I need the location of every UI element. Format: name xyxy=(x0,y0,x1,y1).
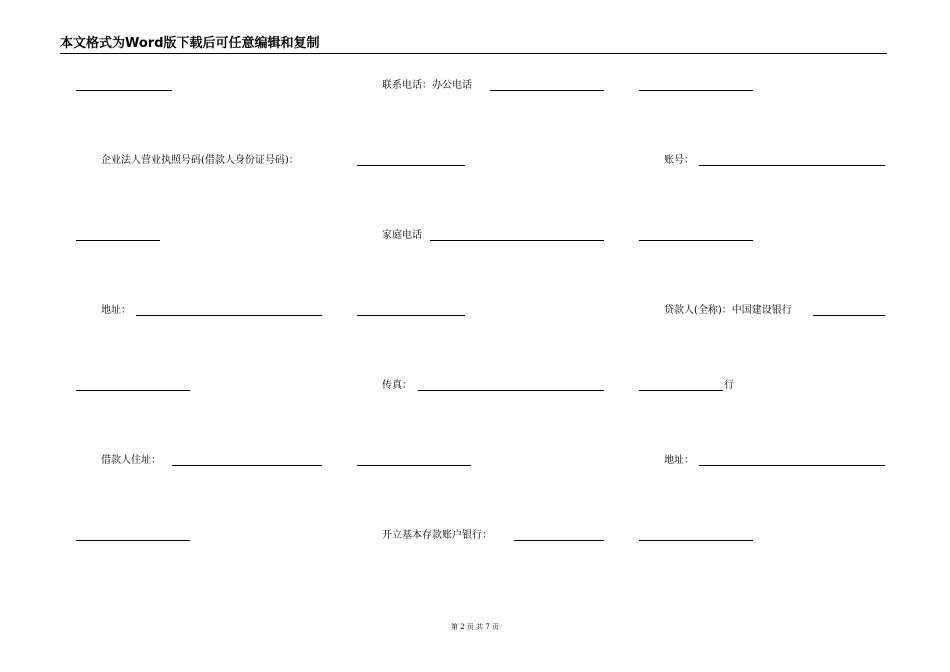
header-divider xyxy=(60,53,887,54)
lender-name-blank xyxy=(813,315,885,316)
office-phone-label: 联系电话：办公电话 xyxy=(382,80,472,91)
blank-line xyxy=(76,390,190,391)
bank-branch-blank xyxy=(639,390,723,391)
blank-line xyxy=(76,240,160,241)
borrower-address-blank xyxy=(136,315,322,316)
basic-account-bank-label: 开立基本存款账户银行： xyxy=(382,530,492,541)
blank-line xyxy=(639,90,753,91)
home-phone-blank xyxy=(430,240,604,241)
page-number: 第 2 页 共 7 页 xyxy=(450,623,500,631)
fax-label: 传真： xyxy=(382,380,412,391)
borrower-residence-blank xyxy=(172,465,322,466)
borrower-residence-label: 借款人住址： xyxy=(101,455,161,466)
document-header: 本文格式为Word版下载后可任意编辑和复制 xyxy=(60,36,320,51)
blank-line xyxy=(76,540,190,541)
business-license-blank xyxy=(357,165,465,166)
business-license-label: 企业法人营业执照号码(借款人身份证号码)： xyxy=(101,155,299,166)
lender-name-label: 贷款人(全称)：中国建设银行 xyxy=(664,305,792,316)
home-phone-label: 家庭电话 xyxy=(382,230,422,241)
blank-line xyxy=(639,240,753,241)
lender-address-blank xyxy=(699,465,885,466)
bank-branch-suffix: 行 xyxy=(724,380,734,391)
blank-line xyxy=(76,90,172,91)
office-phone-blank xyxy=(490,90,604,91)
account-number-label: 账号： xyxy=(664,155,694,166)
account-number-blank xyxy=(699,165,885,166)
borrower-address-label: 地址： xyxy=(101,305,131,316)
blank-line xyxy=(357,315,465,316)
fax-blank xyxy=(418,390,604,391)
blank-line xyxy=(639,540,753,541)
lender-address-label: 地址： xyxy=(664,455,694,466)
basic-account-bank-blank xyxy=(514,540,604,541)
blank-line xyxy=(357,465,471,466)
